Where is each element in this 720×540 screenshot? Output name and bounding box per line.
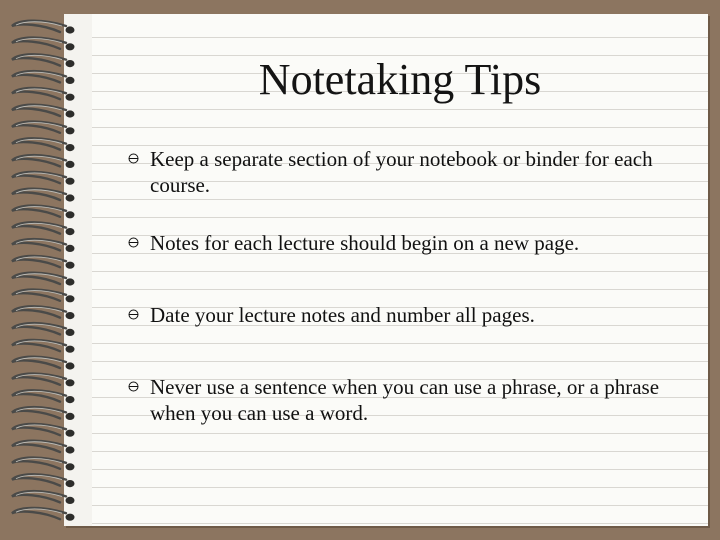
tip-text: Date your lecture notes and number all pages. (150, 303, 535, 327)
spiral-ring (12, 290, 75, 303)
tip-item (128, 302, 688, 328)
tip-item (128, 374, 688, 426)
spiral-ring (12, 491, 75, 504)
spiral-ring (12, 222, 75, 235)
spiral-ring (12, 458, 75, 471)
spiral-ring (12, 256, 75, 269)
slide-title: Notetaking Tips (258, 55, 542, 104)
spiral-ring (12, 88, 75, 101)
spiral-ring (12, 172, 75, 185)
spiral-ring (12, 138, 75, 151)
bullet-icon (128, 381, 139, 392)
bullet-icon (128, 237, 139, 248)
tip-item (128, 230, 688, 256)
spiral-ring (12, 407, 75, 420)
spiral-ring (12, 340, 75, 353)
spiral-ring (12, 441, 75, 454)
spiral-ring (12, 71, 75, 84)
spiral-ring (12, 474, 75, 487)
spiral-ring (12, 54, 75, 67)
spiral-ring (12, 323, 75, 336)
spiral-ring (12, 508, 75, 521)
spiral-ring (12, 239, 75, 252)
bullet-icon (128, 309, 139, 320)
tip-text: Never use a sentence when you can use a phrase, or a phrase when you can use a word. (150, 375, 660, 425)
spiral-ring (12, 273, 75, 286)
spiral-ring (12, 189, 75, 202)
tip-item (128, 146, 688, 198)
spiral-binding (0, 0, 100, 540)
spiral-ring (12, 21, 75, 34)
spiral-ring (12, 306, 75, 319)
tips-list (128, 146, 688, 426)
spiral-ring (12, 390, 75, 403)
spiral-ring (12, 155, 75, 168)
spiral-ring (12, 374, 75, 387)
spiral-ring (12, 357, 75, 370)
bullet-icon (128, 153, 139, 164)
spiral-ring (12, 424, 75, 437)
spiral-ring (12, 38, 75, 51)
spiral-ring (12, 122, 75, 135)
tip-text: Notes for each lecture should begin on a new page. (150, 231, 580, 255)
spiral-ring (12, 105, 75, 118)
spiral-ring (12, 206, 75, 219)
tip-text: Keep a separate section of your notebook or binder for each course. (150, 147, 653, 197)
